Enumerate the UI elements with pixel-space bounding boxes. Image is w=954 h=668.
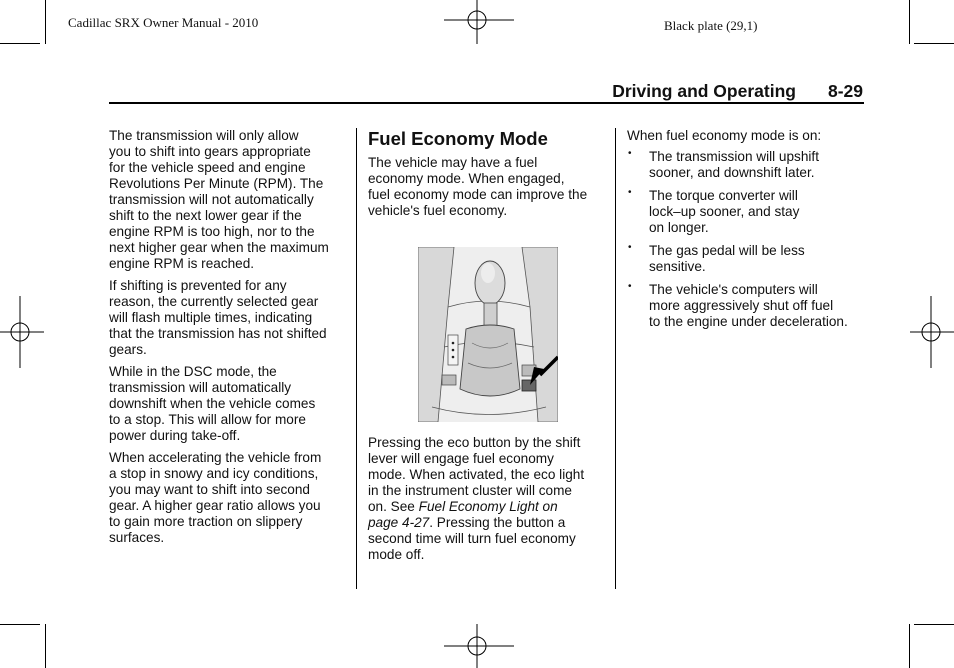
bullet-icon: • (628, 187, 632, 198)
paragraph: The transmission will only allow you to shift into gears appropriate for the vehicle speed and engine Revolutions Per Minute (RPM). The transmission will not automatically shift to the next lower gear if the engine RPM is too high, nor to the next higher gear when the maximum engine RPM is reached. (109, 128, 329, 271)
shift-console-drawing (418, 247, 558, 422)
bullet-text: The gas pedal will be less sensitive. (649, 243, 805, 274)
bullet-icon: • (628, 242, 632, 253)
eco-button-paragraph (368, 435, 608, 563)
bullet-icon: • (628, 148, 632, 159)
section-title-fuel-economy: Fuel Economy Mode (368, 128, 548, 149)
column-right (627, 128, 877, 337)
column-middle (368, 128, 608, 569)
eco-text-b: . Pressing the button a second time will turn fuel economy mode off. (368, 515, 576, 562)
shift-lever-illustration (418, 247, 558, 422)
paragraph: If shifting is prevented for any reason, the currently selected gear will flash multiple times, indicating that the transmission has not shifted gears. (109, 278, 327, 357)
registration-mark-top (444, 0, 514, 44)
section-title: Driving and Operating (612, 81, 796, 101)
registration-mark-left (0, 296, 44, 368)
paragraph: When accelerating the vehicle from a stop in snowy and icy conditions, you may want to shift into second gear. A higher gear ratio allows you to gain more traction on slippery surfaces. (109, 450, 322, 545)
bullet-text: The transmission will upshift sooner, and downshift later. (649, 149, 819, 180)
bullets-lead: When fuel economy mode is on: (627, 128, 822, 143)
eco-text-a: Pressing the eco button by the shift lever will engage fuel economy mode. When activated, the eco light in the instrument cluster will come on. See (368, 435, 585, 514)
registration-mark-right (910, 296, 954, 368)
paragraph: While in the DSC mode, the transmission will automatically downshift when the vehicle comes to a stop. This will allow for more power during take-off. (109, 364, 316, 443)
registration-mark-bottom (444, 624, 514, 668)
bullet-list (627, 149, 877, 330)
bullet-text: The torque converter will lock–up sooner, and stay on longer. (649, 188, 800, 235)
plate-label: Black plate (29,1) (664, 18, 758, 33)
header-rule (109, 102, 864, 104)
intro-paragraph: The vehicle may have a fuel economy mode. When engaged, fuel economy mode can improve the vehicle's fuel economy. (368, 155, 588, 218)
manual-title: Cadillac SRX Owner Manual - 2010 (68, 15, 259, 30)
column-divider (615, 128, 616, 589)
list-item (627, 149, 877, 181)
fuel-economy-light-reference[interactable]: Fuel Economy Light on page 4-27 (368, 499, 558, 530)
list-item (627, 243, 877, 275)
page-number: 8-29 (827, 81, 863, 101)
list-item (627, 282, 877, 330)
bullet-text: The vehicle's computers will more aggressively shut off fuel to the engine under deceleration. (649, 282, 848, 329)
section-header (612, 81, 863, 102)
column-left (109, 128, 349, 552)
list-item (627, 188, 877, 236)
bullet-icon: • (628, 281, 632, 292)
column-divider (356, 128, 357, 589)
